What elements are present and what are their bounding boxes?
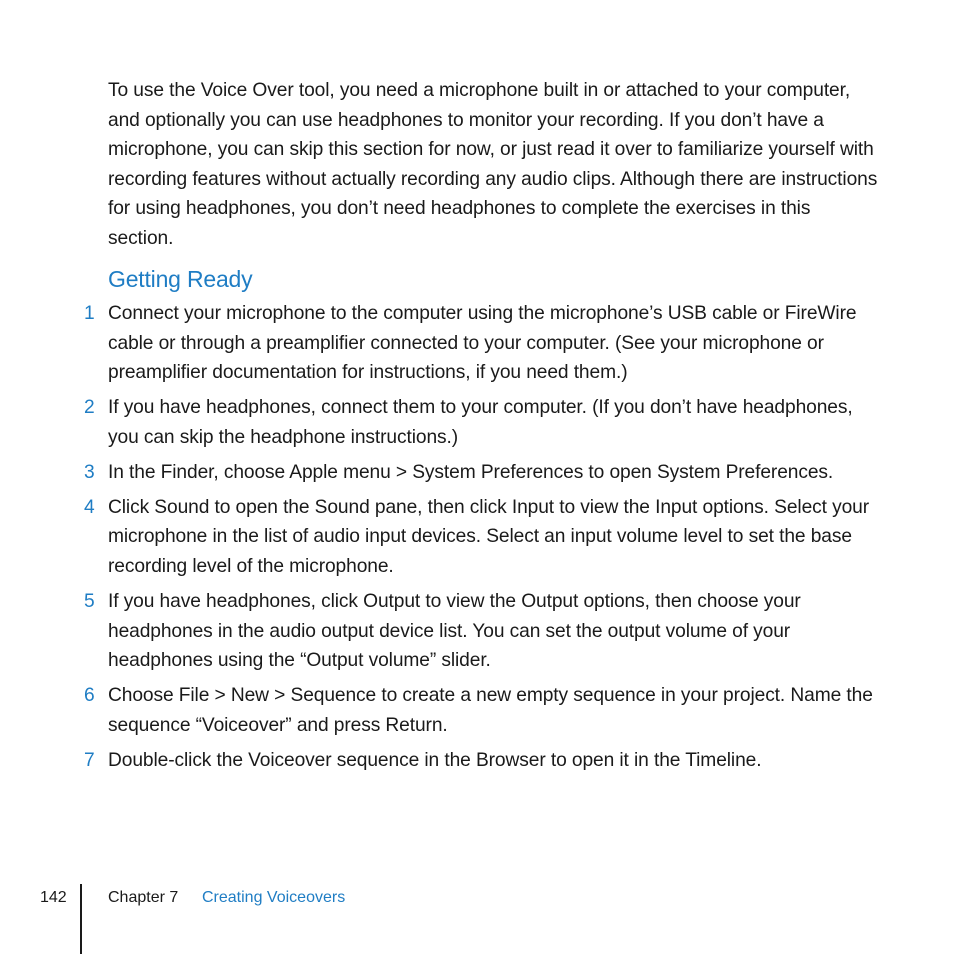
step-number: 7: [84, 749, 95, 771]
step-text: Click Sound to open the Sound pane, then click Input to view the Input options. Select your microphone in the list of audio input devices. Select an input volume level to set the base recording level of the microphone.: [108, 496, 870, 577]
page-number: 142: [40, 889, 67, 906]
step-item: [84, 681, 884, 740]
footer-divider: [80, 884, 82, 954]
step-number: 6: [84, 685, 95, 707]
step-number: 2: [84, 397, 95, 419]
step-number: 4: [84, 496, 95, 518]
step-item: [84, 458, 884, 488]
step-text: Choose File > New > Sequence to create a new empty sequence in your project. Name the sequence “Voiceover” and press Return.: [108, 685, 873, 736]
intro-paragraph: To use the Voice Over tool, you need a microphone built in or attached to your computer, and optionally you can use headphones to monitor your recording. If you don’t have a microphone, you can skip this section for now, or just read it over to familiarize yourself with recording features without actually recording any audio clips. Although there are instructions for using headphones, you don’t need headphones to complete the exercises in this section.: [108, 80, 878, 249]
step-text: Connect your microphone to the computer using the microphone’s USB cable or FireWire cable or through a preamplifier connected to your computer. (See your microphone or preamplifier documentation for instructions, if you need them.): [108, 303, 857, 384]
chapter-title: Creating Voiceovers: [202, 889, 346, 906]
step-item: [84, 493, 884, 582]
step-number: 5: [84, 590, 95, 612]
chapter-label: Chapter 7: [108, 889, 179, 906]
steps-list: [84, 299, 884, 781]
section-heading: Getting Ready: [108, 266, 253, 292]
step-text: In the Finder, choose Apple menu > System Preferences to open System Preferences.: [108, 461, 834, 483]
step-item: [84, 746, 884, 776]
step-number: 3: [84, 461, 95, 483]
step-number: 1: [84, 303, 95, 324]
step-text: If you have headphones, click Output to view the Output options, then choose your headphones in the audio output device list. You can set the output volume of your headphones using the “Output volume” slider.: [108, 590, 801, 672]
step-text: Double-click the Voiceover sequence in the Browser to open it in the Timeline.: [108, 749, 762, 771]
step-item: [84, 587, 884, 676]
step-item: [84, 393, 884, 452]
step-text: If you have headphones, connect them to your computer. (If you don’t have headphones, you can skip the headphone instructions.): [108, 397, 853, 448]
step-item: [84, 299, 884, 388]
